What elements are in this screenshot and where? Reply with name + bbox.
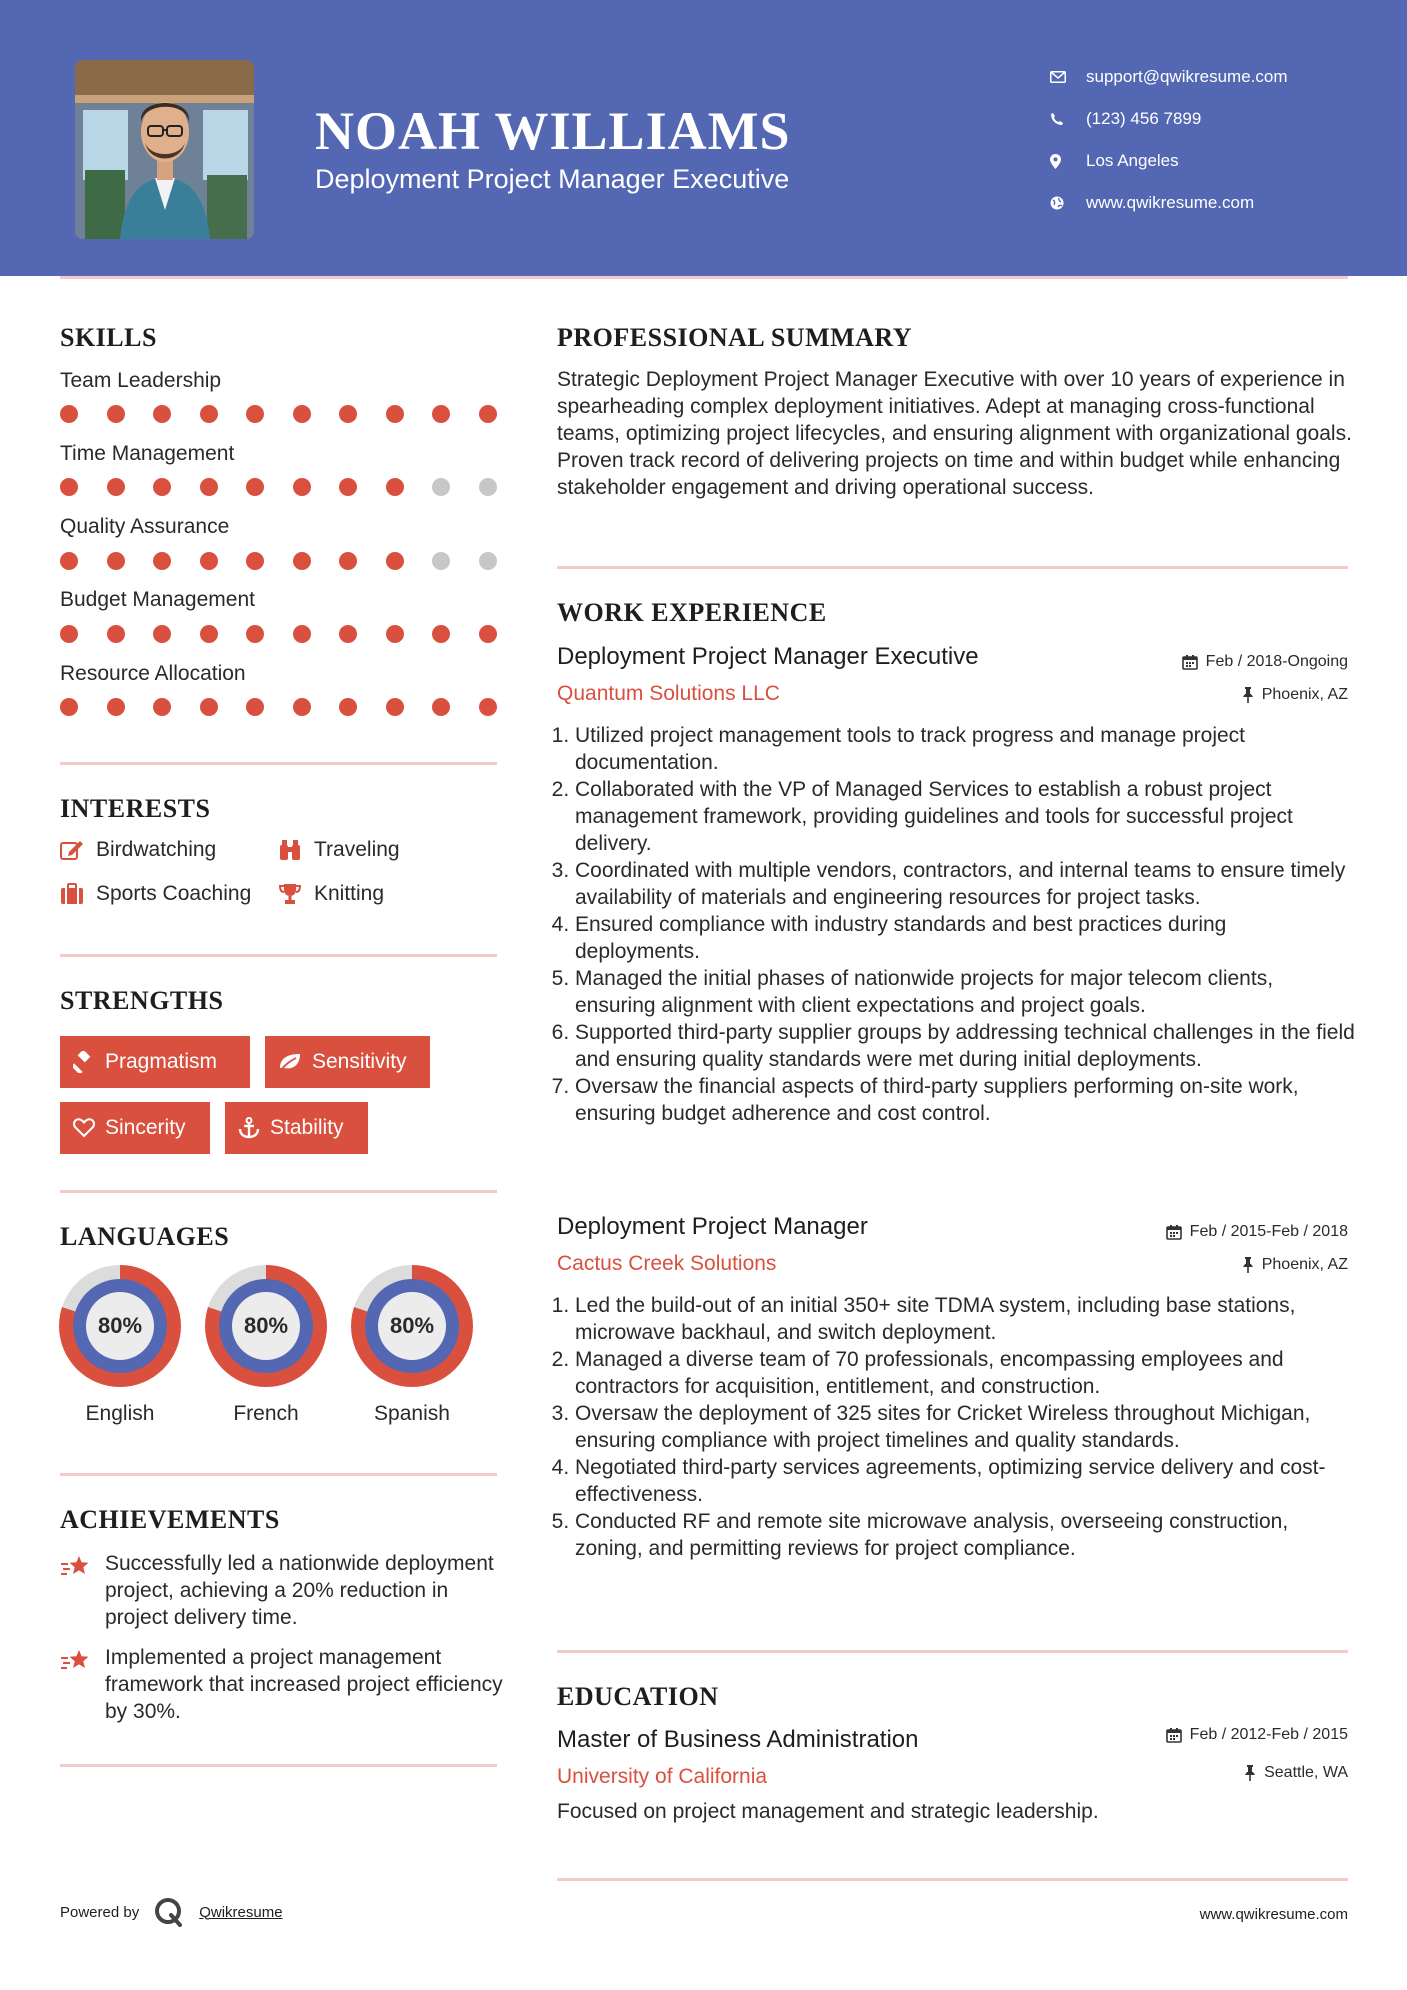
profile-photo: [75, 60, 254, 239]
language-name: Spanish: [374, 1402, 450, 1425]
envelope-icon: [1050, 71, 1086, 83]
skill-dot-filled: [200, 625, 218, 643]
skill-dot-filled: [432, 698, 450, 716]
degree-title: Master of Business Administration: [557, 1726, 919, 1753]
strengths-heading: STRENGTHS: [60, 986, 224, 1015]
contact-location: [1050, 140, 1380, 182]
strength-label: Sincerity: [105, 1116, 186, 1139]
trophy-icon: [278, 883, 314, 905]
skill-dot-filled: [200, 552, 218, 570]
bullet-item: 1. Utilized project management tools to track progress and manage project documentation.: [575, 722, 1355, 776]
skill-dot-filled: [200, 478, 218, 496]
skill-dot-filled: [60, 405, 78, 423]
gavel-icon: [73, 1051, 95, 1073]
calendar-icon: [1166, 1224, 1182, 1240]
section-divider: [60, 1764, 497, 1767]
language-percent: 80%: [232, 1292, 300, 1360]
skill-dot-filled: [339, 552, 357, 570]
anchor-icon: [238, 1117, 260, 1139]
section-divider: [557, 1650, 1348, 1653]
skill-dot-filled: [386, 625, 404, 643]
briefcase-icon: [60, 883, 96, 905]
skill-dot-filled: [153, 405, 171, 423]
pencil-square-icon: [60, 839, 96, 861]
skill-dot-filled: [246, 625, 264, 643]
skill-dot-filled: [60, 478, 78, 496]
bullet-item: 6. Supported third-party supplier groups by addressing technical challenges in the field and ensuring quality standards were met during initial deployments.: [575, 1019, 1355, 1073]
footer-url[interactable]: www.qwikresume.com: [1199, 1906, 1348, 1923]
pushpin-icon: [1244, 1765, 1256, 1781]
skill-dot-filled: [293, 478, 311, 496]
bullet-item: 1. Led the build-out of an initial 350+ site TDMA system, including base stations, microwave backhaul, and switch deployment.: [575, 1292, 1355, 1346]
qwikresume-logo-icon: [153, 1896, 185, 1928]
interest-label: Knitting: [314, 882, 385, 905]
education-location: [1244, 1764, 1348, 1782]
strength-badge: [60, 1036, 250, 1088]
skill-dot-filled: [432, 625, 450, 643]
section-divider: [557, 1878, 1348, 1881]
job-dates: [1166, 1223, 1348, 1241]
skill-dot-filled: [386, 552, 404, 570]
skill-dot-filled: [153, 552, 171, 570]
skill-dot-filled: [339, 698, 357, 716]
candidate-title: Deployment Project Manager Executive: [315, 164, 790, 194]
strength-label: Sensitivity: [312, 1050, 407, 1073]
language-percent: 80%: [86, 1292, 154, 1360]
job-location-text: Phoenix, AZ: [1261, 1256, 1348, 1273]
heart-icon: [73, 1118, 95, 1138]
bullet-item: 3. Coordinated with multiple vendors, contractors, and internal teams to ensure timely availability of materials and engineering resources for project tasks.: [575, 857, 1355, 911]
skill-dot-filled: [60, 552, 78, 570]
strength-badge: [225, 1102, 368, 1154]
footer-powered-by: [60, 1896, 283, 1928]
skill-rating: [60, 552, 500, 572]
strength-badge: [60, 1102, 210, 1154]
contact-email[interactable]: [1050, 56, 1380, 98]
phone-icon: [1050, 112, 1086, 126]
skill-name: Time Management: [60, 442, 235, 465]
job-bullets: [575, 1292, 1355, 1562]
interest-label: Traveling: [314, 838, 400, 861]
education-dates: [1166, 1726, 1348, 1744]
skill-dot-filled: [153, 698, 171, 716]
job-location: [1242, 686, 1348, 704]
skill-dot-filled: [293, 625, 311, 643]
skill-dot-filled: [479, 405, 497, 423]
skill-dot-empty: [479, 552, 497, 570]
achievement-text: Successfully led a nationwide deployment project, achieving a 20% reduction in project delivery time.: [105, 1552, 494, 1629]
footer-brand-link[interactable]: Qwikresume: [199, 1903, 283, 1921]
interest-item: [60, 838, 216, 862]
skill-dot-filled: [339, 625, 357, 643]
calendar-icon: [1182, 654, 1198, 670]
map-pin-icon: [1050, 154, 1086, 169]
globe-icon: [1050, 196, 1086, 210]
contact-website-text: www.qwikresume.com: [1086, 193, 1255, 212]
section-divider: [60, 1190, 497, 1193]
skill-name: Budget Management: [60, 588, 255, 611]
interest-label: Birdwatching: [96, 838, 217, 861]
shooting-star-icon: [60, 1554, 92, 1585]
skill-dot-filled: [386, 405, 404, 423]
bullet-item: 2. Managed a diverse team of 70 professionals, encompassing employees and contractors for acquisition, entitlement, and construction.: [575, 1346, 1355, 1400]
skill-dot-filled: [107, 552, 125, 570]
skill-dot-filled: [200, 698, 218, 716]
skill-dot-filled: [339, 405, 357, 423]
language-name: English: [85, 1402, 155, 1425]
language-percent: 80%: [378, 1292, 446, 1360]
education-heading: EDUCATION: [557, 1682, 719, 1711]
language-ring: [59, 1265, 181, 1387]
leaf-icon: [278, 1052, 302, 1072]
education-location-text: Seattle, WA: [1264, 1764, 1348, 1781]
language-ring: [205, 1265, 327, 1387]
job-title: Deployment Project Manager: [557, 1213, 868, 1240]
education-description: Focused on project management and strategic leadership.: [557, 1800, 1099, 1823]
skill-name: Quality Assurance: [60, 515, 230, 538]
skill-name: Resource Allocation: [60, 662, 246, 685]
calendar-icon: [1166, 1727, 1182, 1743]
bullet-item: 4. Ensured compliance with industry standards and best practices during deployments.: [575, 911, 1355, 965]
contact-email-text: support@qwikresume.com: [1086, 67, 1288, 86]
skill-dot-filled: [107, 625, 125, 643]
skill-dot-empty: [479, 478, 497, 496]
contact-phone-text: (123) 456 7899: [1086, 109, 1202, 128]
interest-item: [60, 882, 251, 906]
job-dates-text: Feb / 2018-Ongoing: [1205, 653, 1348, 670]
skill-dot-filled: [107, 698, 125, 716]
job-title: Deployment Project Manager Executive: [557, 643, 979, 670]
skill-dot-filled: [246, 478, 264, 496]
skill-rating: [60, 625, 500, 645]
skill-dot-filled: [60, 698, 78, 716]
strength-label: Stability: [270, 1116, 344, 1139]
pushpin-icon: [1242, 687, 1254, 703]
education-dates-text: Feb / 2012-Feb / 2015: [1189, 1726, 1348, 1743]
strength-badge: [265, 1036, 430, 1088]
contact-website[interactable]: [1050, 182, 1380, 224]
bullet-item: 4. Negotiated third-party services agreements, optimizing service delivery and cost-effectiveness.: [575, 1454, 1355, 1508]
job-bullets: [575, 722, 1355, 1127]
interest-label: Sports Coaching: [96, 882, 252, 905]
skill-dot-filled: [153, 478, 171, 496]
skill-dot-empty: [432, 478, 450, 496]
skill-dot-filled: [107, 405, 125, 423]
job-dates: [1182, 653, 1348, 671]
bullet-item: 7. Oversaw the financial aspects of third-party suppliers performing on-site work, ensuring budget adherence and cost control.: [575, 1073, 1355, 1127]
skill-dot-filled: [293, 552, 311, 570]
header-divider: [60, 276, 1348, 279]
achievement-text: Implemented a project management framework that increased project efficiency by 30%.: [105, 1646, 503, 1723]
summary-text: Strategic Deployment Project Manager Executive with over 10 years of experience in spearheading complex deployment initiatives. Adept at managing cross-functional teams, optimizing project lifecycles, and ensuring alignment with organizational goals. Proven track record of delivering projects on time and within budget while enhancing stakeholder engagement and driving operational success.: [557, 368, 1352, 499]
skill-dot-empty: [432, 552, 450, 570]
skill-dot-filled: [200, 405, 218, 423]
skill-dot-filled: [60, 625, 78, 643]
skill-dot-filled: [246, 405, 264, 423]
job-location: [1242, 1256, 1348, 1274]
contact-location-text: Los Angeles: [1086, 151, 1179, 170]
bullet-item: 3. Oversaw the deployment of 325 sites for Cricket Wireless throughout Michigan, ensuring compliance with project timelines and quality standards.: [575, 1400, 1355, 1454]
skill-name: Team Leadership: [60, 369, 222, 392]
interests-heading: INTERESTS: [60, 794, 211, 823]
section-divider: [60, 762, 497, 765]
skill-dot-filled: [479, 698, 497, 716]
language-name: French: [233, 1402, 299, 1425]
skill-dot-filled: [386, 478, 404, 496]
skill-dot-filled: [293, 698, 311, 716]
section-divider: [557, 566, 1348, 569]
binoculars-icon: [278, 839, 314, 861]
shooting-star-icon: [60, 1648, 92, 1679]
skill-dot-filled: [386, 698, 404, 716]
section-divider: [60, 1473, 497, 1476]
languages-heading: LANGUAGES: [60, 1222, 230, 1251]
skill-dot-filled: [246, 698, 264, 716]
skill-dot-filled: [246, 552, 264, 570]
powered-by-label: Powered by: [60, 1903, 140, 1921]
strength-label: Pragmatism: [105, 1050, 218, 1073]
bullet-item: 5. Managed the initial phases of nationwide projects for major telecom clients, ensuring alignment with client expectations and project goals.: [575, 965, 1355, 1019]
job-dates-text: Feb / 2015-Feb / 2018: [1189, 1223, 1348, 1240]
skill-rating: [60, 698, 500, 718]
achievements-heading: ACHIEVEMENTS: [60, 1505, 280, 1534]
company-name: Quantum Solutions LLC: [557, 682, 780, 705]
interest-item: [278, 882, 384, 906]
skill-rating: [60, 478, 500, 498]
company-name: Cactus Creek Solutions: [557, 1252, 777, 1275]
summary-heading: PROFESSIONAL SUMMARY: [557, 323, 913, 352]
skill-dot-filled: [479, 625, 497, 643]
skill-rating: [60, 405, 500, 425]
bullet-item: 5. Conducted RF and remote site microwave analysis, overseeing construction, zoning, and permitting reviews for project compliance.: [575, 1508, 1355, 1562]
skill-dot-filled: [432, 405, 450, 423]
bullet-item: 2. Collaborated with the VP of Managed Services to establish a robust project management framework, providing guidelines and tools for successful project delivery.: [575, 776, 1355, 857]
skill-dot-filled: [107, 478, 125, 496]
skill-dot-filled: [293, 405, 311, 423]
language-ring: [351, 1265, 473, 1387]
pushpin-icon: [1242, 1257, 1254, 1273]
candidate-name: NOAH WILLIAMS: [315, 101, 791, 161]
school-name: University of California: [557, 1765, 768, 1788]
contact-phone[interactable]: [1050, 98, 1380, 140]
skill-dot-filled: [153, 625, 171, 643]
experience-heading: WORK EXPERIENCE: [557, 598, 827, 627]
job-location-text: Phoenix, AZ: [1261, 686, 1348, 703]
header: [0, 0, 1407, 276]
contact-list: [1050, 56, 1380, 224]
interest-item: [278, 838, 400, 862]
skills-heading: SKILLS: [60, 323, 157, 352]
section-divider: [60, 954, 497, 957]
skill-dot-filled: [339, 478, 357, 496]
